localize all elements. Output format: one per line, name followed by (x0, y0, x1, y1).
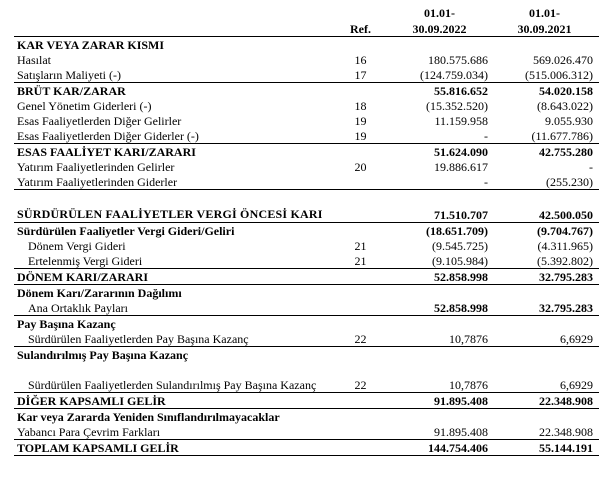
row-ref (332, 174, 389, 190)
row-value-2022: 19.886.617 (434, 160, 488, 174)
period1-end: 30.09.2022 (389, 20, 494, 37)
row-ref (332, 347, 389, 363)
row-ref: 22 (354, 332, 367, 346)
row-value-2021: - (589, 160, 593, 174)
table-row (14, 52, 599, 67)
row-ref (332, 300, 389, 316)
row-ref (332, 316, 389, 332)
row-value-2021 (494, 37, 599, 53)
income-statement-table (14, 4, 599, 456)
row-ref: 19 (354, 129, 367, 143)
row-value-2022: 11.159.958 (434, 114, 488, 128)
row-value-2022 (389, 37, 494, 53)
row-label: Sürdürülen Faaliyetlerden Pay Başına Kazanç (28, 332, 249, 346)
row-label: Hasılat (17, 53, 51, 67)
subtotal-row (14, 190, 599, 223)
row-ref (332, 269, 389, 285)
row-ref (332, 83, 389, 99)
row-value-2022 (389, 285, 494, 301)
row-value-2022 (389, 409, 494, 425)
row-ref (332, 223, 389, 239)
row-value-2021: 22.348.908 (494, 393, 599, 409)
row-value-2021: (9.704.767) (494, 223, 599, 239)
section-heading (14, 37, 599, 53)
row-value-2021: (5.392.802) (537, 254, 593, 268)
income-statement (14, 4, 599, 456)
row-label: KAR VEYA ZARAR KISMI (17, 38, 165, 52)
row-value-2022: (9.105.984) (432, 254, 488, 268)
row-value-2021: 32.795.283 (494, 269, 599, 285)
row-value-2021: (255.230) (546, 175, 593, 189)
row-value-2021: 42.755.280 (494, 144, 599, 160)
row-ref: 22 (354, 378, 367, 392)
table-row (14, 113, 599, 128)
row-value-2022: 51.624.090 (389, 144, 494, 160)
header-blank (14, 20, 332, 37)
section-heading (14, 316, 599, 332)
header-row-2 (14, 20, 599, 37)
table-row (14, 128, 599, 144)
table-row (14, 331, 599, 347)
row-ref: 18 (354, 99, 367, 113)
row-value-2022: 10,7876 (449, 332, 488, 346)
table-row (14, 300, 599, 316)
row-ref (332, 393, 389, 409)
row-label: DİĞER KAPSAMLI GELİR (14, 393, 332, 409)
row-value-2021 (494, 316, 599, 332)
row-value-2021: 42.500.050 (494, 190, 599, 223)
section-heading (14, 347, 599, 363)
table-row (14, 98, 599, 113)
row-value-2021 (494, 285, 599, 301)
table-row (14, 67, 599, 83)
row-value-2022: 91.895.408 (434, 425, 488, 439)
row-value-2022: 52.858.998 (389, 269, 494, 285)
row-value-2022 (389, 347, 494, 363)
period2-end: 30.09.2021 (494, 20, 599, 37)
row-label: Kar veya Zararda Yeniden Sınıflandırılmayacaklar (14, 409, 332, 425)
row-value-2021: (4.311.965) (537, 239, 593, 253)
subtotal-row (14, 269, 599, 285)
row-label: Yatırım Faaliyetlerinden Giderler (17, 175, 178, 189)
row-label: Esas Faaliyetlerden Diğer Giderler (-) (17, 129, 199, 143)
header-row-1 (14, 4, 599, 20)
table-row (14, 253, 599, 269)
table-row (14, 424, 599, 440)
row-value-2022: - (484, 175, 488, 189)
row-label: ESAS FAALİYET KARI/ZARARI (14, 144, 332, 160)
section-heading (14, 409, 599, 425)
row-value-2022: (18.651.709) (389, 223, 494, 239)
row-label: Satışların Maliyeti (-) (17, 68, 121, 82)
row-label: TOPLAM KAPSAMLI GELİR (14, 440, 332, 456)
row-ref: 21 (354, 254, 367, 268)
table-row (14, 362, 599, 393)
row-value-2021: 54.020.158 (494, 83, 599, 99)
table-row (14, 238, 599, 253)
row-value-2022: 10,7876 (449, 378, 488, 392)
row-value-2021: 6,6929 (560, 332, 593, 346)
subtotal-row (14, 223, 599, 239)
row-value-2021 (494, 409, 599, 425)
row-ref (332, 285, 389, 301)
row-label: Genel Yönetim Giderleri (-) (17, 99, 152, 113)
row-ref: 17 (354, 68, 367, 82)
row-label: Yabancı Para Çevrim Farkları (17, 425, 161, 439)
row-value-2022: 91.895.408 (389, 393, 494, 409)
row-ref: 21 (354, 239, 367, 253)
subtotal-row (14, 393, 599, 409)
row-value-2022: 55.816.652 (389, 83, 494, 99)
row-value-2021: 55.144.191 (494, 440, 599, 456)
row-ref: 19 (354, 114, 367, 128)
row-label: Ana Ortaklık Payları (28, 301, 128, 315)
header-blank (14, 4, 332, 20)
row-label: Dönem Vergi Gideri (28, 239, 126, 253)
row-value-2021: 22.348.908 (539, 425, 593, 439)
row-ref (332, 37, 389, 53)
row-value-2021: (8.643.022) (537, 99, 593, 113)
row-label: BRÜT KAR/ZARAR (14, 83, 332, 99)
header-ref-blank (332, 4, 389, 20)
subtotal-row (14, 83, 599, 99)
row-value-2022: 180.575.686 (428, 53, 488, 67)
row-ref (332, 409, 389, 425)
row-label: Sulandırılmış Pay Başına Kazanç (14, 347, 332, 363)
section-heading (14, 285, 599, 301)
row-label: Esas Faaliyetlerden Diğer Gelirler (17, 114, 182, 128)
row-ref: 20 (354, 160, 367, 174)
row-value-2022: 52.858.998 (434, 301, 488, 315)
table-row (14, 159, 599, 174)
row-ref (332, 190, 389, 223)
row-value-2021: (11.677.786) (531, 129, 593, 143)
row-value-2022: - (484, 129, 488, 143)
row-value-2022: (15.352.520) (426, 99, 488, 113)
row-value-2022: (9.545.725) (432, 239, 488, 253)
row-value-2021: 9.055.930 (545, 114, 593, 128)
row-label: Sürdürülen Faaliyetlerden Sulandırılmış Pay Başına Kazanç (28, 378, 317, 392)
row-label: Sürdürülen Faaliyetler Vergi Gideri/Geliri (14, 223, 332, 239)
row-ref: 16 (354, 53, 367, 67)
total-row (14, 440, 599, 456)
row-label: Dönem Karı/Zararının Dağılımı (14, 285, 332, 301)
row-ref (332, 440, 389, 456)
row-value-2022: 71.510.707 (389, 190, 494, 223)
table-row (14, 174, 599, 190)
row-value-2021: 32.795.283 (539, 301, 593, 315)
row-value-2022 (389, 316, 494, 332)
row-value-2021: (515.006.312) (525, 68, 593, 82)
period2-start: 01.01- (529, 6, 560, 20)
row-label: Pay Başına Kazanç (14, 316, 332, 332)
row-label: Yatırım Faaliyetlerinden Gelirler (17, 160, 175, 174)
subtotal-row (14, 144, 599, 160)
row-value-2022: 144.754.406 (389, 440, 494, 456)
row-label: DÖNEM KARI/ZARARI (14, 269, 332, 285)
row-value-2021: 569.026.470 (533, 53, 593, 67)
row-label: Ertelenmiş Vergi Gideri (28, 254, 143, 268)
row-value-2021 (494, 347, 599, 363)
row-ref (332, 144, 389, 160)
period1-start: 01.01- (424, 6, 455, 20)
row-ref (332, 424, 389, 440)
ref-header: Ref. (332, 20, 389, 37)
row-value-2021: 6,6929 (560, 378, 593, 392)
row-value-2022: (124.759.034) (420, 68, 488, 82)
row-label: SÜRDÜRÜLEN FAALİYETLER VERGİ ÖNCESİ KARI (14, 190, 332, 223)
